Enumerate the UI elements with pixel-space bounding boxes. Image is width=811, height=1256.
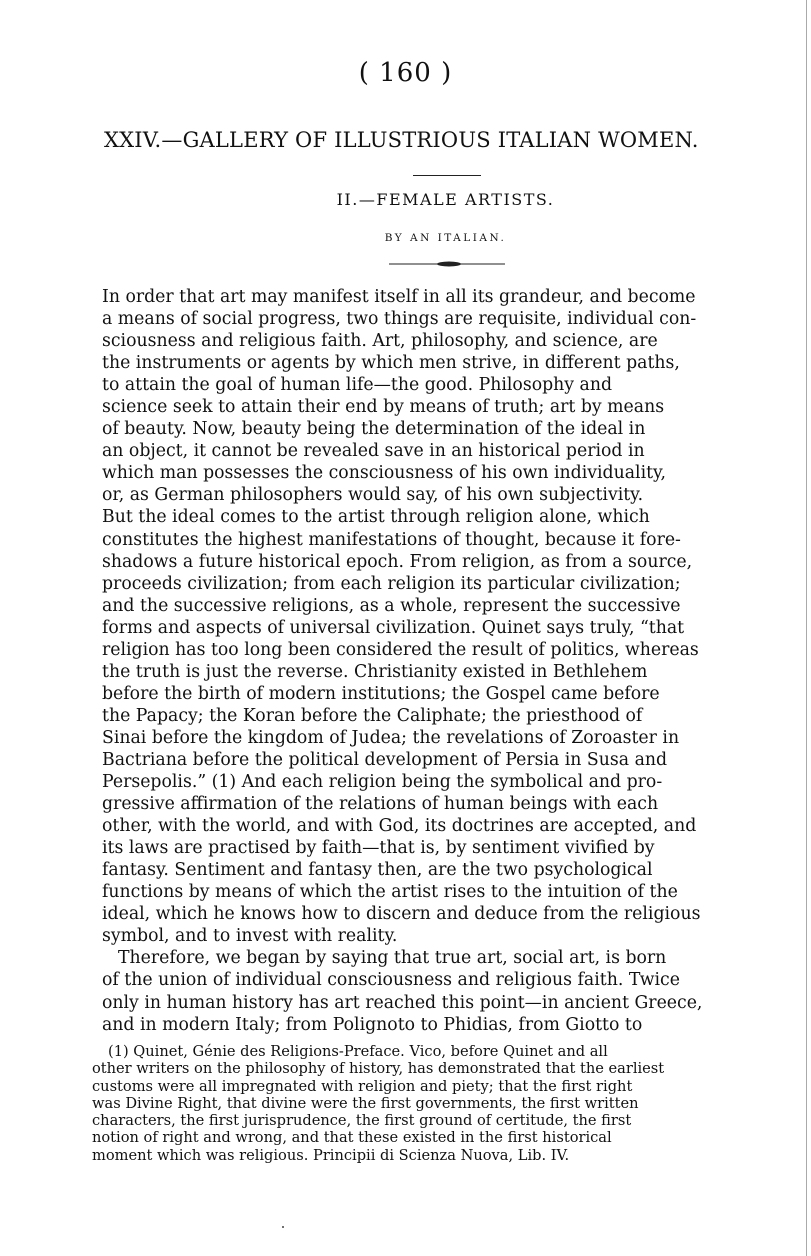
footnote-line: (1) Quinet, Génie des Religions-Preface. Vico, before Quinet and all — [108, 1043, 608, 1060]
body-line: its laws are practised by faith—that is, by sentiment vivified by — [102, 838, 655, 859]
body-line: Therefore, we began by saying that true art, social art, is born — [118, 948, 667, 969]
body-line: Bactriana before the political development of Persia in Susa and — [102, 749, 668, 770]
byline: BY AN ITALIAN. — [384, 232, 507, 244]
body-line: of the union of individual consciousness and religious faith. Twice — [102, 970, 680, 991]
title-divider — [413, 175, 481, 176]
body-line: science seek to attain their end by means of truth; art by means — [102, 397, 665, 418]
ornament-divider — [389, 259, 505, 269]
footnote-line: other writers on the philosophy of history, has demonstrated that the earliest — [92, 1060, 665, 1078]
body-line: But the ideal comes to the artist through religion alone, which — [102, 507, 650, 528]
footnote-line: characters, the first jurisprudence, the first ground of certitude, the first — [92, 1112, 632, 1130]
body-line: religion has too long been considered the result of politics, whereas — [102, 639, 699, 660]
body-text — [102, 286, 790, 1036]
body-line: the Papacy; the Koran before the Caliphate; the priesthood of — [102, 705, 643, 726]
page-edge-rule — [806, 0, 807, 1256]
body-line: gressive affirmation of the relations of human beings with each — [102, 794, 659, 815]
body-line: ideal, which he knows how to discern and deduce from the religious — [102, 904, 701, 925]
body-line: shadows a future historical epoch. From religion, as from a source, — [102, 551, 693, 572]
footnote-line: notion of right and wrong, and that these existed in the first historical — [92, 1129, 612, 1147]
article-title: XXIV.—GALLERY OF ILLUSTRIOUS ITALIAN WOMEN. — [104, 128, 699, 152]
page-number: ( 160 ) — [358, 58, 453, 88]
body-line: Sinai before the kingdom of Judea; the revelations of Zoroaster in — [102, 727, 680, 748]
body-line: symbol, and to invest with reality. — [102, 926, 398, 947]
body-line: the truth is just the reverse. Christianity existed in Bethlehem — [102, 661, 648, 682]
body-line: proceeds civilization; from each religion its particular civilization; — [102, 573, 681, 594]
body-line: constitutes the highest manifestations of thought, because it fore- — [102, 529, 681, 550]
print-speck — [282, 1226, 284, 1228]
body-line: or, as German philosophers would say, of his own subjectivity. — [102, 485, 644, 506]
body-line: functions by means of which the artist rises to the intuition of the — [102, 882, 678, 903]
footnote-line: was Divine Right, that divine were the first governments, the first written — [92, 1094, 639, 1112]
body-line: only in human history has art reached this point—in ancient Greece, — [102, 992, 703, 1013]
body-line: the instruments or agents by which men strive, in different paths, — [102, 353, 680, 374]
body-line: other, with the world, and with God, its doctrines are accepted, and — [102, 816, 697, 837]
body-line: and the successive religions, as a whole, represent the successive — [102, 595, 681, 616]
body-line: to attain the goal of human life—the good. Philosophy and — [102, 375, 613, 396]
footnote-line: moment which was religious. Principii di Scienza Nuova, Lib. IV. — [92, 1146, 570, 1164]
body-line: forms and aspects of universal civilization. Quinet says truly, “that — [102, 617, 685, 638]
body-line: and in modern Italy; from Polignoto to Phidias, from Giotto to — [102, 1014, 643, 1035]
body-line: a means of social progress, two things are requisite, individual con- — [102, 309, 697, 330]
body-line: an object, it cannot be revealed save in an historical period in — [102, 441, 645, 462]
footnote-block — [92, 1043, 792, 1164]
body-line: before the birth of modern institutions; the Gospel came before — [102, 683, 660, 704]
body-line: fantasy. Sentiment and fantasy then, are the two psychological — [102, 860, 653, 881]
body-line: which man possesses the consciousness of his own individuality, — [102, 463, 667, 484]
body-line: of beauty. Now, beauty being the determination of the ideal in — [102, 419, 646, 440]
body-line: Persepolis.” (1) And each religion being the symbolical and pro- — [102, 772, 663, 793]
article-subtitle: II.—FEMALE ARTISTS. — [336, 190, 555, 209]
body-line: In order that art may manifest itself in all its grandeur, and become — [102, 287, 696, 307]
body-line: sciousness and religious faith. Art, philosophy, and science, are — [102, 331, 658, 352]
footnote-line: customs were all impregnated with religion and piety; that the first right — [92, 1077, 633, 1095]
